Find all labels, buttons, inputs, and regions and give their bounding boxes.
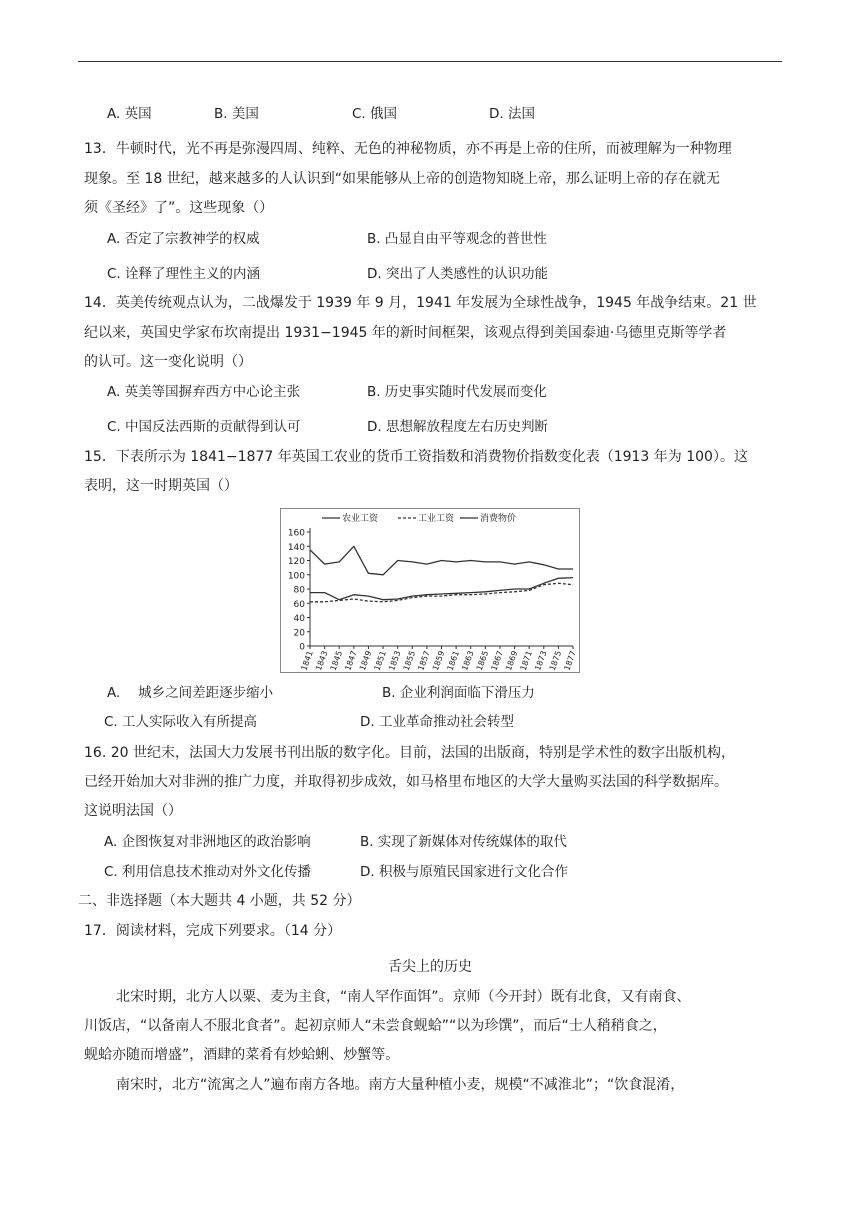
x-tick-label: 1841	[299, 649, 315, 672]
y-tick-label: 40	[293, 614, 305, 624]
x-tick-label: 1857	[416, 649, 432, 672]
q15-stem-line1: 15．下表所示为 1841−1877 年英国工农业的货币工资指数和消费物价指数变化表（1913 年为 100）。这	[84, 449, 748, 465]
y-tick-label: 60	[293, 599, 305, 610]
q12-option-c: C. 俄国	[352, 106, 398, 122]
q16-stem-line2: 已经开始加大对非洲的推广力度，并取得初步成效，如马格里布地区的大学大量购买法国的科学数据库。	[84, 774, 728, 790]
x-tick-label: 1851	[372, 649, 388, 672]
q15-option-d: D. 工业革命推动社会转型	[360, 714, 514, 730]
q17-stem: 17．阅读材料，完成下列要求。（14 分）	[84, 923, 342, 939]
section-2-heading: 二、非选择题（本大题共 4 小题，共 52 分）	[78, 893, 361, 909]
q14-stem-line3: 的认可。这一变化说明（）	[84, 354, 252, 370]
chart-frame	[281, 509, 580, 673]
x-tick-label: 1863	[460, 649, 476, 672]
q16-stem-line3: 这说明法国（）	[84, 803, 182, 819]
legend-agri-wage: 农业工资	[342, 514, 379, 524]
q17-material-title: 舌尖上的历史	[388, 959, 472, 975]
q17-p1-line1: 北宋时期，北方人以粟、麦为主食，“南人罕作面饵”。京师（今开封）既有北食，又有南食、	[116, 989, 691, 1005]
q13-option-a: A. 否定了宗教神学的权威	[107, 231, 260, 247]
q16-option-b: B. 实现了新媒体对传统媒体的取代	[360, 834, 567, 850]
x-tick-label: 1843	[314, 649, 330, 672]
y-tick-label: 20	[293, 628, 305, 639]
q13-stem-line2: 现象。至 18 世纪，越来越多的人认识到“如果能够从上帝的创造物知晓上帝，那么证明上帝的存在就无	[84, 171, 720, 187]
legend-cpi: 消费物价	[480, 514, 517, 524]
q13-stem-line3: 须《圣经》了”。这些现象（）	[84, 200, 274, 216]
y-tick-label: 120	[287, 557, 305, 567]
y-tick-label: 0	[299, 642, 305, 653]
y-tick-label: 140	[287, 542, 305, 553]
q14-stem-line2: 纪以来，英国史学家布坎南提出 1931−1945 年的新时间框架，该观点得到美国泰迪·乌德里克斯等学者	[84, 325, 727, 341]
q13-option-c: C. 诠释了理性主义的内涵	[107, 266, 261, 282]
q14-option-d: D. 思想解放程度左右历史判断	[367, 419, 548, 435]
x-tick-label: 1849	[357, 649, 374, 672]
q12-option-d: D. 法国	[489, 106, 535, 122]
q13-stem-line1: 13．牛顿时代，光不再是弥漫四周、纯粹、无色的神秘物质，亦不再是上帝的住所，而被理解为一种物理	[84, 141, 732, 157]
q16-stem-line1: 16. 20 世纪末，法国大力发展书刊出版的数字化。目前，法国的出版商，特别是学术性的数字出版机构，	[84, 745, 735, 761]
q14-option-b: B. 历史事实随时代发展而变化	[367, 384, 547, 400]
x-tick-label: 1869	[504, 649, 520, 672]
q17-p2-line1: 南宋时，北方“流寓之人”遍布南方各地。南方大量种植小麦，规模“不减淮北”；“饮食混淆，	[116, 1077, 685, 1093]
wage-price-chart	[280, 508, 580, 673]
q15-option-a: A. 城乡之间差距逐步缩小	[107, 685, 274, 701]
x-tick-label: 1871	[518, 649, 535, 672]
q15-stem-line2: 表明，这一时期英国（）	[84, 478, 238, 494]
q14-stem-line1: 14．英美传统观点认为，二战爆发于 1939 年 9 月，1941 年发展为全球性战争，1945 年战争结束。21 世	[84, 295, 757, 311]
x-tick-label: 1861	[445, 649, 461, 672]
q16-option-c: C. 利用信息技术推动对外文化传播	[104, 864, 312, 880]
x-tick-label: 1853	[387, 649, 403, 672]
y-tick-label: 100	[287, 571, 305, 582]
q16-option-a: A. 企图恢复对非洲地区的政治影响	[104, 834, 311, 850]
y-tick-label: 160	[287, 528, 305, 539]
x-tick-label: 1865	[474, 649, 491, 672]
q15-option-b: B. 企业利润面临下滑压力	[382, 685, 535, 701]
q15-option-c: C. 工人实际收入有所提高	[104, 714, 258, 730]
q13-option-d: D. 突出了人类感性的认识功能	[367, 266, 548, 282]
x-tick-label: 1877	[562, 649, 578, 672]
x-tick-label: 1855	[401, 649, 418, 672]
q14-option-a: A. 英美等国摒弃西方中心论主张	[107, 384, 301, 400]
x-tick-label: 1859	[430, 649, 447, 672]
q12-option-b: B. 美国	[214, 106, 259, 122]
q14-option-c: C. 中国反法西斯的贡献得到认可	[107, 419, 301, 435]
legend-ind-wage: 工业工资	[418, 514, 455, 524]
x-tick-label: 1875	[547, 649, 564, 672]
x-tick-label: 1867	[489, 649, 505, 672]
q17-p1-line3: 蚬蛤亦随而增盛”，酒肆的菜肴有炒蛤蜊、炒蟹等。	[84, 1047, 400, 1063]
header-rule	[78, 61, 782, 62]
q13-option-b: B. 凸显自由平等观念的普世性	[367, 231, 547, 247]
x-tick-label: 1847	[343, 649, 359, 672]
q12-option-a: A. 英国	[107, 106, 152, 122]
x-tick-label: 1873	[533, 649, 549, 672]
x-tick-label: 1845	[328, 649, 345, 672]
q16-option-d: D. 积极与原殖民国家进行文化合作	[360, 864, 568, 880]
y-tick-label: 80	[293, 585, 305, 596]
q17-p1-line2: 川饭店，“以备南人不服北食者”。起初京师人“未尝食蚬蛤”“以为珍馔”，而后“士人稍稍食之，	[84, 1018, 667, 1034]
